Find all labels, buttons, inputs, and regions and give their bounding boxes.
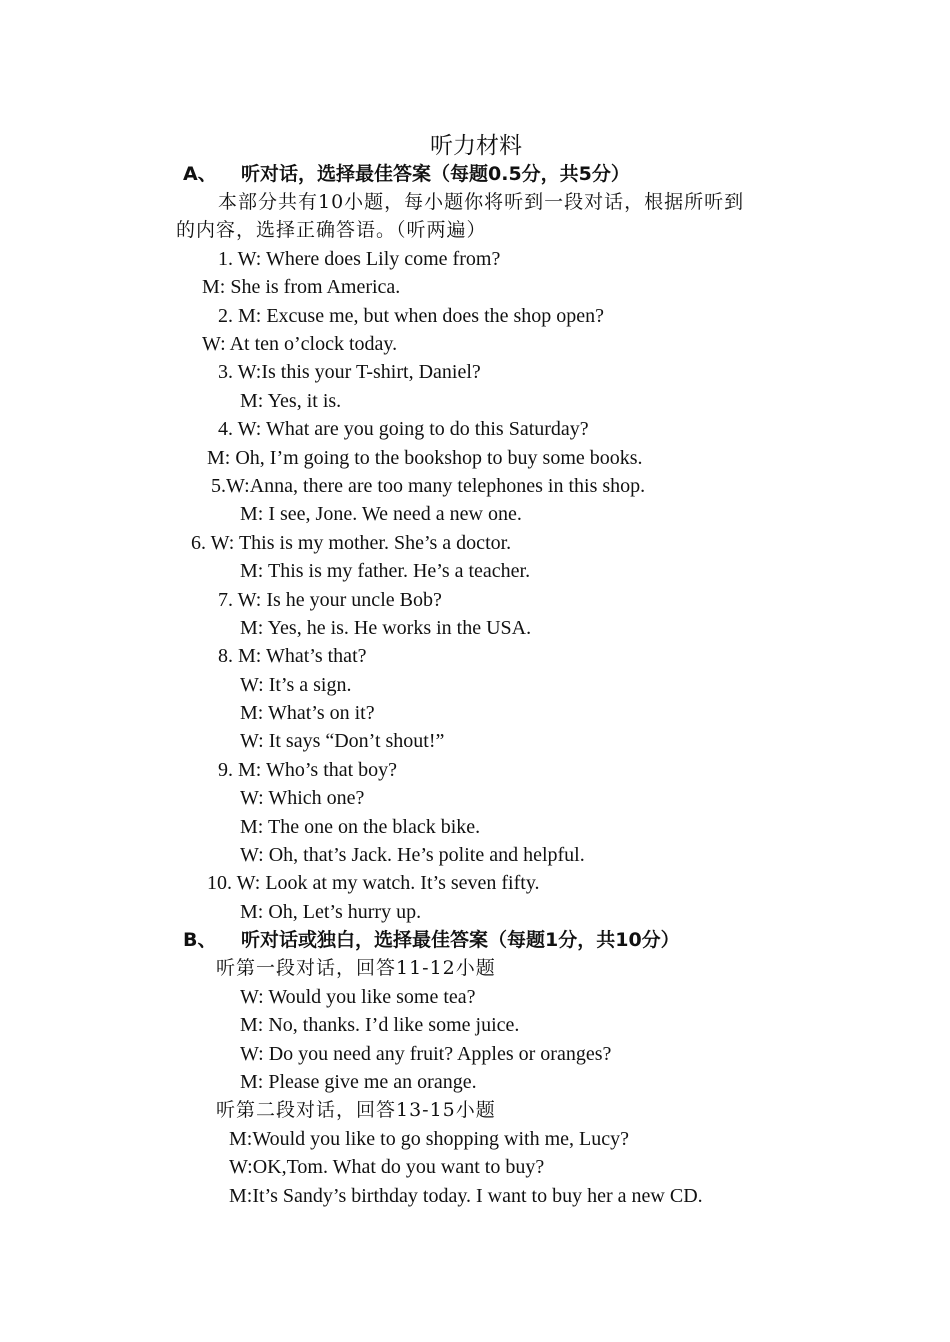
dialogue-line: W: Which one? [240, 787, 365, 809]
page-title: 听力材料 [430, 133, 522, 159]
dialogue-line: W: It says “Don’t shout!” [240, 730, 445, 752]
dialogue-line: 4. W: What are you going to do this Saturday? [218, 418, 589, 440]
dialogue-line: M: Oh, Let’s hurry up. [240, 901, 422, 923]
section-a-instruction-line-1: 本部分共有10小题，每小题你将听到一段对话，根据所听到 [218, 191, 745, 213]
dialogue-line: M: What’s on it? [240, 702, 375, 724]
dialogue-line: M: Please give me an orange. [240, 1071, 477, 1093]
part-1-title: 听第一段对话，回答11-12小题 [216, 957, 496, 979]
section-a-label: A、 [183, 163, 217, 185]
dialogue-line: M: Yes, it is. [240, 390, 342, 412]
dialogue-line: 7. W: Is he your uncle Bob? [218, 589, 442, 611]
dialogue-line: 8. M: What’s that? [218, 645, 367, 667]
dialogue-line: M: No, thanks. I’d like some juice. [240, 1014, 520, 1036]
dialogue-line: 10. W: Look at my watch. It’s seven fifty. [207, 872, 540, 894]
dialogue-line: M: The one on the black bike. [240, 816, 481, 838]
dialogue-line: W: Do you need any fruit? Apples or oranges? [240, 1043, 612, 1065]
dialogue-line: W: Oh, that’s Jack. He’s polite and helpful. [240, 844, 585, 866]
dialogue-line: 6. W: This is my mother. She’s a doctor. [191, 532, 512, 554]
dialogue-line: W: Would you like some tea? [240, 986, 476, 1008]
dialogue-line: M:It’s Sandy’s birthday today. I want to buy her a new CD. [229, 1185, 703, 1207]
dialogue-line: 5.W:Anna, there are too many telephones in this shop. [211, 475, 646, 497]
dialogue-line: 2. M: Excuse me, but when does the shop open? [218, 305, 605, 327]
part-2-title: 听第二段对话，回答13-15小题 [216, 1099, 496, 1121]
dialogue-line: W: At ten o’clock today. [202, 333, 398, 355]
dialogue-line: M:Would you like to go shopping with me, Lucy? [229, 1128, 630, 1150]
section-b-label: B、 [183, 929, 217, 951]
dialogue-line: M: I see, Jone. We need a new one. [240, 503, 522, 525]
section-a-heading: 听对话，选择最佳答案（每题0.5分，共5分） [241, 163, 630, 185]
section-b-heading: 听对话或独白，选择最佳答案（每题1分，共10分） [241, 929, 680, 951]
dialogue-line: W:OK,Tom. What do you want to buy? [229, 1156, 545, 1178]
dialogue-line: W: It’s a sign. [240, 674, 352, 696]
dialogue-line: M: This is my father. He’s a teacher. [240, 560, 531, 582]
dialogue-line: 1. W: Where does Lily come from? [218, 248, 501, 270]
section-a-instruction-line-2: 的内容，选择正确答语。（听两遍） [176, 219, 487, 241]
dialogue-line: M: She is from America. [202, 276, 401, 298]
dialogue-line: 3. W:Is this your T-shirt, Daniel? [218, 361, 481, 383]
dialogue-line: 9. M: Who’s that boy? [218, 759, 398, 781]
dialogue-line: M: Yes, he is. He works in the USA. [240, 617, 532, 639]
dialogue-line: M: Oh, I’m going to the bookshop to buy some books. [207, 447, 643, 469]
